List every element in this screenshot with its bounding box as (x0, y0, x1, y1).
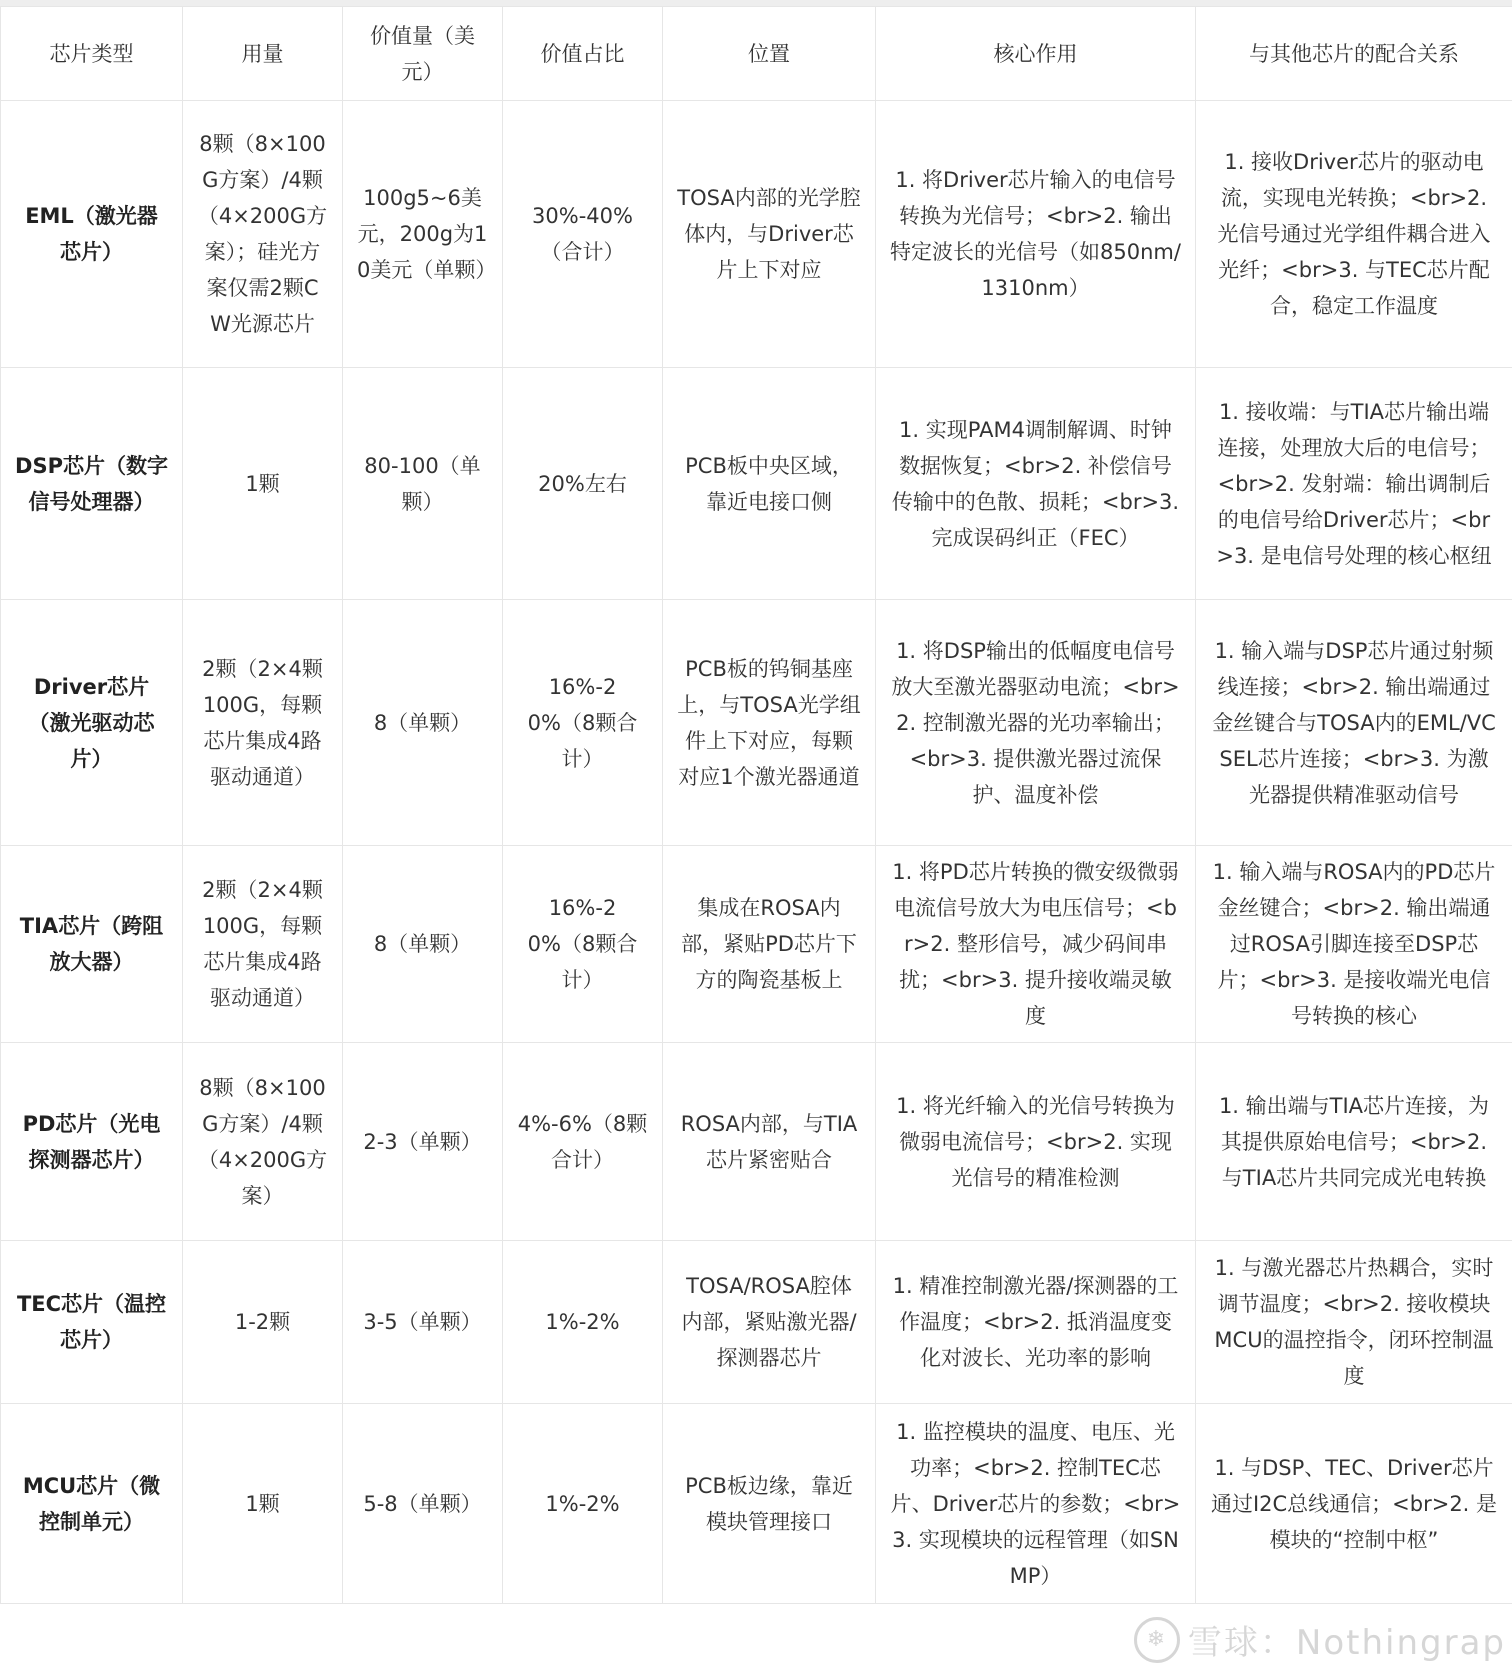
cell-usage: 8颗（8×100G方案）/4颗（4×200G方案） (183, 1043, 343, 1241)
snowball-logo-icon: ❄ (1134, 1617, 1180, 1663)
watermark (1134, 1615, 1506, 1664)
cell-role: 1. 将DSP输出的低幅度电信号放大至激光器驱动电流；<br>2. 控制激光器的光功率输出；<br>3. 提供激光器过流保护、温度补偿 (876, 600, 1196, 846)
cell-position: PCB板中央区域，靠近电接口侧 (663, 368, 876, 600)
header-position: 位置 (663, 7, 876, 101)
cell-position: 集成在ROSA内部，紧贴PD芯片下方的陶瓷基板上 (663, 846, 876, 1043)
cell-relation: 1. 输入端与DSP芯片通过射频线连接；<br>2. 输出端通过金丝键合与TOSA内的EML/VCSEL芯片连接；<br>3. 为激光器提供精准驱动信号 (1196, 600, 1512, 846)
cell-share: 1%-2% (503, 1241, 663, 1404)
cell-usage: 1-2颗 (183, 1241, 343, 1404)
cell-role: 1. 监控模块的温度、电压、光功率；<br>2. 控制TEC芯片、Driver芯片的参数；<br>3. 实现模块的远程管理（如SNMP） (876, 1404, 1196, 1604)
cell-chip-type: EML（激光器芯片） (1, 101, 183, 368)
header-relation: 与其他芯片的配合关系 (1196, 7, 1512, 101)
table-row (1, 1404, 1512, 1604)
cell-chip-type: DSP芯片（数字信号处理器） (1, 368, 183, 600)
watermark-text: 雪球：Nothingrap (1187, 1623, 1506, 1663)
cell-value: 5-8（单颗） (343, 1404, 503, 1604)
cell-value: 2-3（单颗） (343, 1043, 503, 1241)
cell-relation: 1. 接收端：与TIA芯片输出端连接，处理放大后的电信号；<br>2. 发射端：输出调制后的电信号给Driver芯片；<br>3. 是电信号处理的核心枢纽 (1196, 368, 1512, 600)
cell-role: 1. 实现PAM4调制解调、时钟数据恢复；<br>2. 补偿信号传输中的色散、损耗；<br>3. 完成误码纠正（FEC） (876, 368, 1196, 600)
chip-comparison-table (0, 6, 1512, 1604)
cell-value: 80-100（单颗） (343, 368, 503, 600)
cell-position: TOSA内部的光学腔体内，与Driver芯片上下对应 (663, 101, 876, 368)
cell-usage: 8颗（8×100G方案）/4颗（4×200G方案）；硅光方案仅需2颗CW光源芯片 (183, 101, 343, 368)
cell-usage: 2颗（2×4颗100G，每颗芯片集成4路驱动通道） (183, 600, 343, 846)
cell-relation: 1. 与激光器芯片热耦合，实时调节温度；<br>2. 接收模块MCU的温控指令，闭环控制温度 (1196, 1241, 1512, 1404)
cell-share: 16%-20%（8颗合计） (503, 600, 663, 846)
cell-chip-type: TIA芯片（跨阻放大器） (1, 846, 183, 1043)
cell-relation: 1. 接收Driver芯片的驱动电流，实现电光转换；<br>2. 光信号通过光学组件耦合进入光纤；<br>3. 与TEC芯片配合，稳定工作温度 (1196, 101, 1512, 368)
table-header-row (1, 7, 1512, 101)
cell-role: 1. 将Driver芯片输入的电信号转换为光信号；<br>2. 输出特定波长的光信号（如850nm/1310nm） (876, 101, 1196, 368)
cell-share: 16%-20%（8颗合计） (503, 846, 663, 1043)
cell-value: 8（单颗） (343, 600, 503, 846)
cell-usage: 1颗 (183, 1404, 343, 1604)
cell-relation: 1. 输出端与TIA芯片连接，为其提供原始电信号；<br>2. 与TIA芯片共同完成光电转换 (1196, 1043, 1512, 1241)
cell-share: 20%左右 (503, 368, 663, 600)
cell-role: 1. 将光纤输入的光信号转换为微弱电流信号；<br>2. 实现光信号的精准检测 (876, 1043, 1196, 1241)
table-row (1, 101, 1512, 368)
header-chip-type: 芯片类型 (1, 7, 183, 101)
cell-role: 1. 将PD芯片转换的微安级微弱电流信号放大为电压信号；<br>2. 整形信号，减少码间串扰；<br>3. 提升接收端灵敏度 (876, 846, 1196, 1043)
header-role: 核心作用 (876, 7, 1196, 101)
table-row (1, 1241, 1512, 1404)
cell-share: 4%-6%（8颗合计） (503, 1043, 663, 1241)
cell-chip-type: MCU芯片（微控制单元） (1, 1404, 183, 1604)
header-usage: 用量 (183, 7, 343, 101)
cell-chip-type: TEC芯片（温控芯片） (1, 1241, 183, 1404)
cell-share: 30%-40%（合计） (503, 101, 663, 368)
table-row (1, 846, 1512, 1043)
cell-value: 8（单颗） (343, 846, 503, 1043)
header-share: 价值占比 (503, 7, 663, 101)
cell-relation: 1. 与DSP、TEC、Driver芯片通过I2C总线通信；<br>2. 是模块的“控制中枢” (1196, 1404, 1512, 1604)
cell-relation: 1. 输入端与ROSA内的PD芯片金丝键合；<br>2. 输出端通过ROSA引脚连接至DSP芯片；<br>3. 是接收端光电信号转换的核心 (1196, 846, 1512, 1043)
cell-share: 1%-2% (503, 1404, 663, 1604)
cell-position: ROSA内部，与TIA芯片紧密贴合 (663, 1043, 876, 1241)
cell-position: PCB板边缘，靠近模块管理接口 (663, 1404, 876, 1604)
cell-position: TOSA/ROSA腔体内部，紧贴激光器/探测器芯片 (663, 1241, 876, 1404)
header-value: 价值量（美元） (343, 7, 503, 101)
cell-value: 100g5~6美元，200g为10美元（单颗） (343, 101, 503, 368)
cell-chip-type: Driver芯片（激光驱动芯片） (1, 600, 183, 846)
cell-role: 1. 精准控制激光器/探测器的工作温度；<br>2. 抵消温度变化对波长、光功率的影响 (876, 1241, 1196, 1404)
table-row (1, 1043, 1512, 1241)
table-row (1, 600, 1512, 846)
table-row (1, 368, 1512, 600)
cell-value: 3-5（单颗） (343, 1241, 503, 1404)
cell-chip-type: PD芯片（光电探测器芯片） (1, 1043, 183, 1241)
cell-usage: 2颗（2×4颗100G，每颗芯片集成4路驱动通道） (183, 846, 343, 1043)
cell-position: PCB板的钨铜基座上，与TOSA光学组件上下对应，每颗对应1个激光器通道 (663, 600, 876, 846)
cell-usage: 1颗 (183, 368, 343, 600)
